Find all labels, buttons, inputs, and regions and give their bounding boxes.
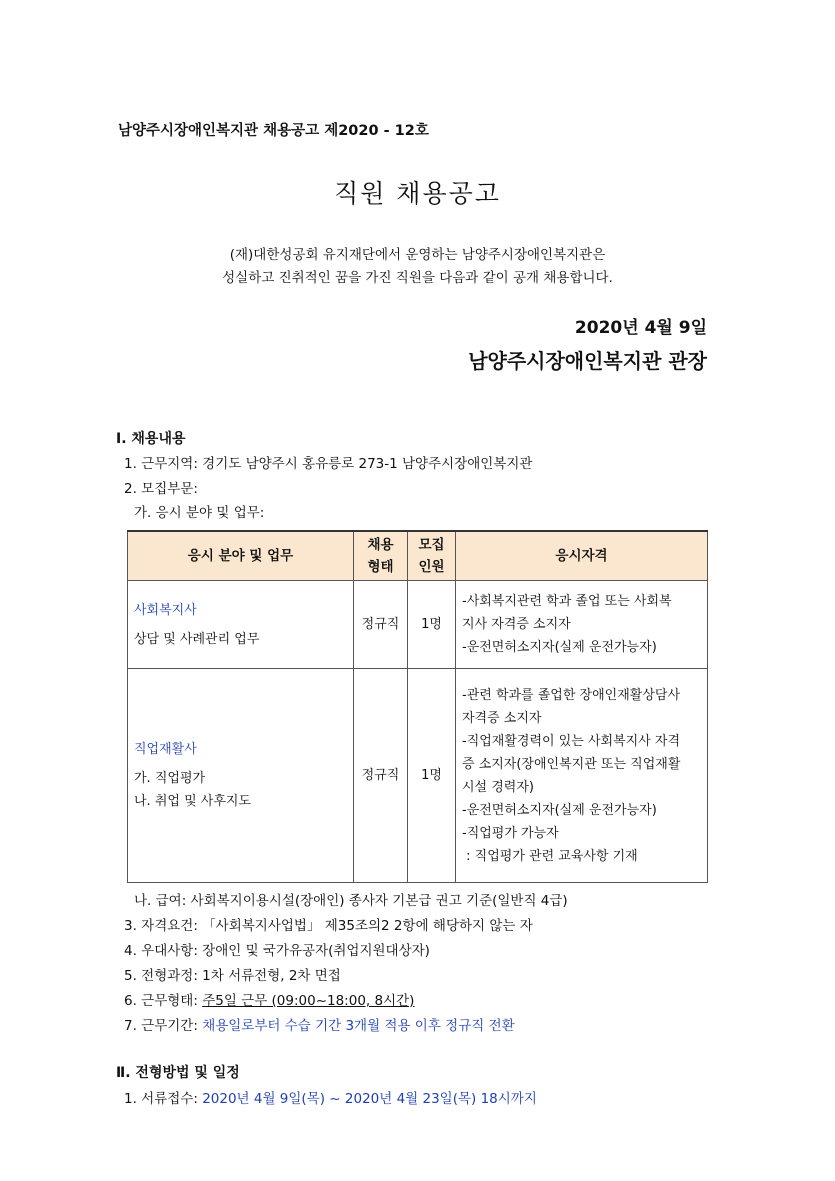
document-submission	[124, 1087, 537, 1107]
eligibility: 3. 자격요건: 「사회복지사업법」 제35조의2 2항에 해당하지 않는 자	[124, 918, 533, 934]
header-field: 응시 분야 및 업무	[128, 531, 354, 581]
notice-number: 남양주시장애인복지관 채용공고 제2020 - 12호	[118, 123, 429, 139]
header-count: 모집 인원	[408, 531, 456, 581]
table-row	[128, 669, 708, 883]
duty-line: 상담 및 사례관리 업무	[134, 631, 260, 647]
intro-line-2: 성실하고 진취적인 꿈을 가진 직원을 다음과 같이 공개 채용합니다.	[222, 270, 613, 286]
salary: 나. 급여: 사회복지이용시설(장애인) 종사자 기본급 권고 기준(일반직 4급)	[134, 893, 568, 909]
submission-period: 2020년 4월 9일(목) ~ 2020년 4월 23일(목) 18시까지	[202, 1091, 537, 1107]
notice-date: 2020년 4월 9일	[574, 318, 707, 338]
table-row	[128, 581, 708, 669]
recruitment-table	[127, 530, 708, 883]
selection-process: 5. 전형과정: 1차 서류전형, 2차 면접	[124, 968, 341, 984]
employment-type: 정규직	[354, 581, 408, 669]
work-period-value: 채용일로부터 수습 기간 3개월 적용 이후 정규직 전환	[202, 1018, 515, 1034]
section-2-heading: Ⅱ. 전형방법 및 일정	[116, 1065, 240, 1081]
duty-line: 나. 취업 및 사후지도	[134, 794, 251, 809]
table-header-row	[128, 531, 708, 581]
submission-label: 1. 서류접수:	[124, 1091, 203, 1107]
header-qualification: 응시자격	[456, 531, 708, 581]
headcount: 1명	[408, 581, 456, 669]
work-type-label: 6. 근무형태:	[124, 993, 203, 1009]
qualification-cell: -사회복지관련 학과 졸업 또는 사회복 지사 자격증 소지자 -운전면허소지자(실제 운전가능자)	[456, 581, 708, 669]
work-location: 1. 근무지역: 경기도 남양주시 홍유릉로 273-1 남양주시장애인복지관	[124, 456, 533, 472]
recruit-category: 2. 모집부문:	[124, 481, 198, 497]
role-cell	[128, 669, 354, 883]
intro-line-1: (재)대한성공회 유지재단에서 운영하는 남양주시장애인복지관은	[229, 247, 606, 263]
work-type	[124, 989, 414, 1009]
work-type-value: 주5일 근무 (09:00~18:00, 8시간)	[202, 993, 415, 1009]
section-1-heading: Ⅰ. 채용내용	[116, 431, 186, 447]
role-name: 사회복지사	[134, 602, 197, 618]
employment-type: 정규직	[354, 669, 408, 883]
role-cell	[128, 581, 354, 669]
role-name: 직업재활사	[134, 742, 197, 757]
work-period	[124, 1014, 515, 1034]
headcount: 1명	[408, 669, 456, 883]
signer: 남양주시장애인복지관 관장	[468, 349, 707, 373]
qualification-cell: -관련 학과를 졸업한 장애인재활상담사 자격증 소지자 -직업재활경력이 있는 사회복지사 자격 증 소지자(장애인복지관 또는 직업재활 시설 경력자) -운전면허소지자(실제 운전가능자) -직업평가 가능자 : 직업평가 관련 교육사항 기재	[456, 669, 708, 883]
page-title: 직원 채용공고	[334, 179, 501, 208]
fields-and-duties-label: 가. 응시 분야 및 업무:	[134, 505, 265, 521]
header-type: 채용 형태	[354, 531, 408, 581]
preference: 4. 우대사항: 장애인 및 국가유공자(취업지원대상자)	[124, 943, 430, 959]
work-period-label: 7. 근무기간:	[124, 1018, 203, 1034]
duty-line: 가. 직업평가	[134, 771, 206, 786]
